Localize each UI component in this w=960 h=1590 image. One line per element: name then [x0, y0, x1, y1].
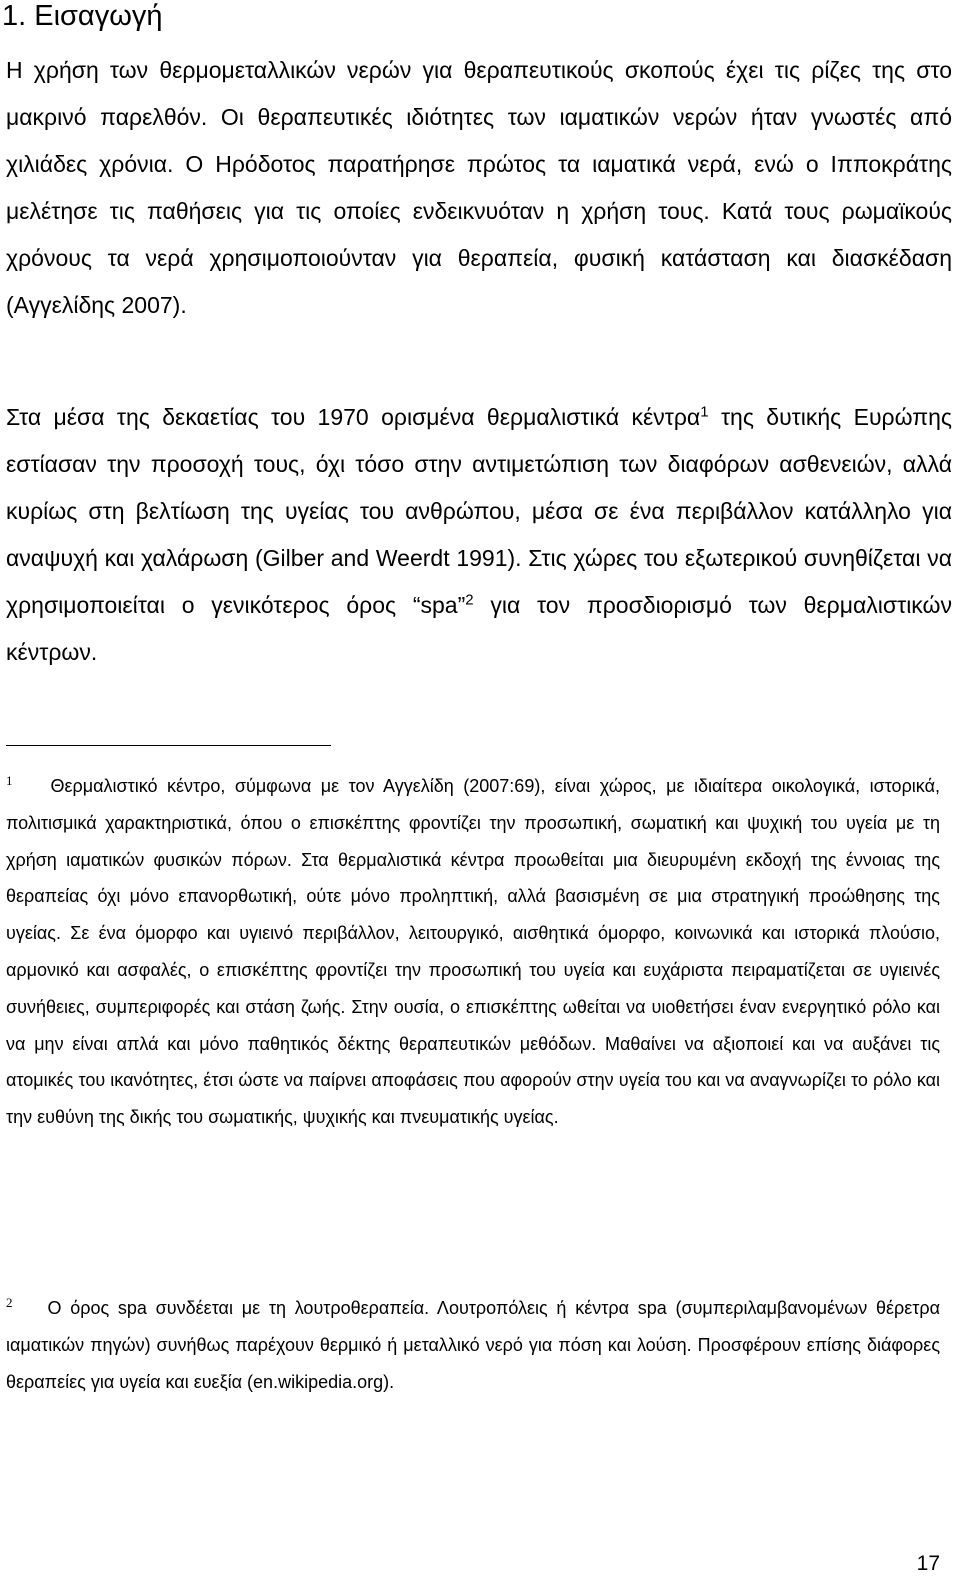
paragraph-2-text-part-1: Στα μέσα της δεκαετίας του 1970 ορισμένα θερμαλιστικά κέντρα: [6, 404, 701, 430]
section-heading: 1. Εισαγωγή: [2, 0, 163, 32]
footnote-reference-1: 1: [700, 403, 709, 421]
footnote-1-number: 1: [6, 773, 13, 788]
footnote-1-text: Θερμαλιστικό κέντρο, σύμφωνα με τον Αγγελίδη (2007:69), είναι χώρος, με ιδιαίτερα οικολογικά, ιστορικά, πολιτισμικά χαρακτηριστικά, όπου ο επισκέπτης φροντίζει την προσωπική, σωματική και ψυχική του υγεία με τη χρήση ιαματικών φυσικών πόρων. Στα θερμαλιστικά κέντρα προωθείται μια διευρυμένη εκδοχή της έννοιας της θεραπείας όχι μόνο επανορθωτική, ούτε μόνο προληπτική, αλλά βασισμένη σε μια στρατηγική προώθησης της υγείας. Σε ένα όμορφο και υγιεινό περιβάλλον, λειτουργικό, αισθητικά όμορφο, κοινωνικά και ιστορικά πλούσιο, αρμονικό και ασφαλές, ο επισκέπτης φροντίζει την προσωπική του υγεία και ευχάριστα πειραματίζεται σε υγιεινές συνήθειες, συμπεριφορές και στάση ζωής. Στην ουσία, ο επισκέπτης ωθείται να υιοθετήσει έναν ενεργητικό ρόλο και να μην είναι απλά και μόνο παθητικός δέκτης θεραπευτικών μεθόδων. Μαθαίνει να αξιοποιεί και να αυξάνει τις ατομικές του ικανότητες, έτσι ώστε να παίρνει αποφάσεις που αφορούν στην υγεία του και να αναγνωρίζει το ρόλο και την ευθύνη της δικής του σωματικής, ψυχικής και πνευματικής υγείας.: [6, 776, 940, 1128]
footnote-1: [6, 768, 940, 1136]
page-number: 17: [916, 1552, 940, 1575]
footnote-2-number: 2: [6, 1295, 13, 1310]
body-paragraph-1: Η χρήση των θερμομεταλλικών νερών για θεραπευτικούς σκοπούς έχει τις ρίζες της στο μακρινό παρελθόν. Οι θεραπευτικές ιδιότητες των ιαματικών νερών ήταν γνωστές από χιλιάδες χρόνια. Ο Ηρόδοτος παρατήρησε πρώτος τα ιαματικά νερά, ενώ ο Ιπποκράτης μελέτησε τις παθήσεις για τις οποίες ενδεικνυόταν η χρήση τους. Κατά τους ρωμαϊκούς χρόνους τα νερά χρησιμοποιούνταν για θεραπεία, φυσική κατάσταση και διασκέδαση (Αγγελίδης 2007).: [6, 57, 952, 318]
body-paragraph-2: [6, 394, 952, 676]
footnote-separator-rule: [6, 745, 331, 746]
footnote-2-text: Ο όρος spa συνδέεται με τη λουτροθεραπεία. Λουτροπόλεις ή κέντρα spa (συμπεριλαμβανομένων θέρετρα ιαματικών πηγών) συνήθως παρέχουν θερμικό ή μεταλλικό νερό για πόση και λούση. Προσφέρουν επίσης διάφορες θεραπείες για υγεία και ευεξία (en.wikipedia.org).: [6, 1298, 940, 1392]
paragraph-2-text-part-2: της δυτικής Ευρώπης εστίασαν την προσοχή τους, όχι τόσο στην αντιμετώπιση των διαφόρων ασθενειών, αλλά κυρίως στη βελτίωση της υγείας του ανθρώπου, μέσα σε ένα περιβάλλον κατάλληλο για αναψυχή και χαλάρωση (Gilber and Weerdt 1991). Στις χώρες του εξωτερικού συνηθίζεται να χρησιμοποιείται ο γενικότερος όρος: [6, 404, 952, 618]
paragraph-2-text-part-3: για τον προσδιορισμό των θερμαλιστικών κέντρων.: [6, 592, 952, 665]
footnote-2: [6, 1290, 940, 1400]
footnote-reference-2: 2: [465, 591, 474, 609]
spa-term: “spa”: [412, 592, 466, 618]
